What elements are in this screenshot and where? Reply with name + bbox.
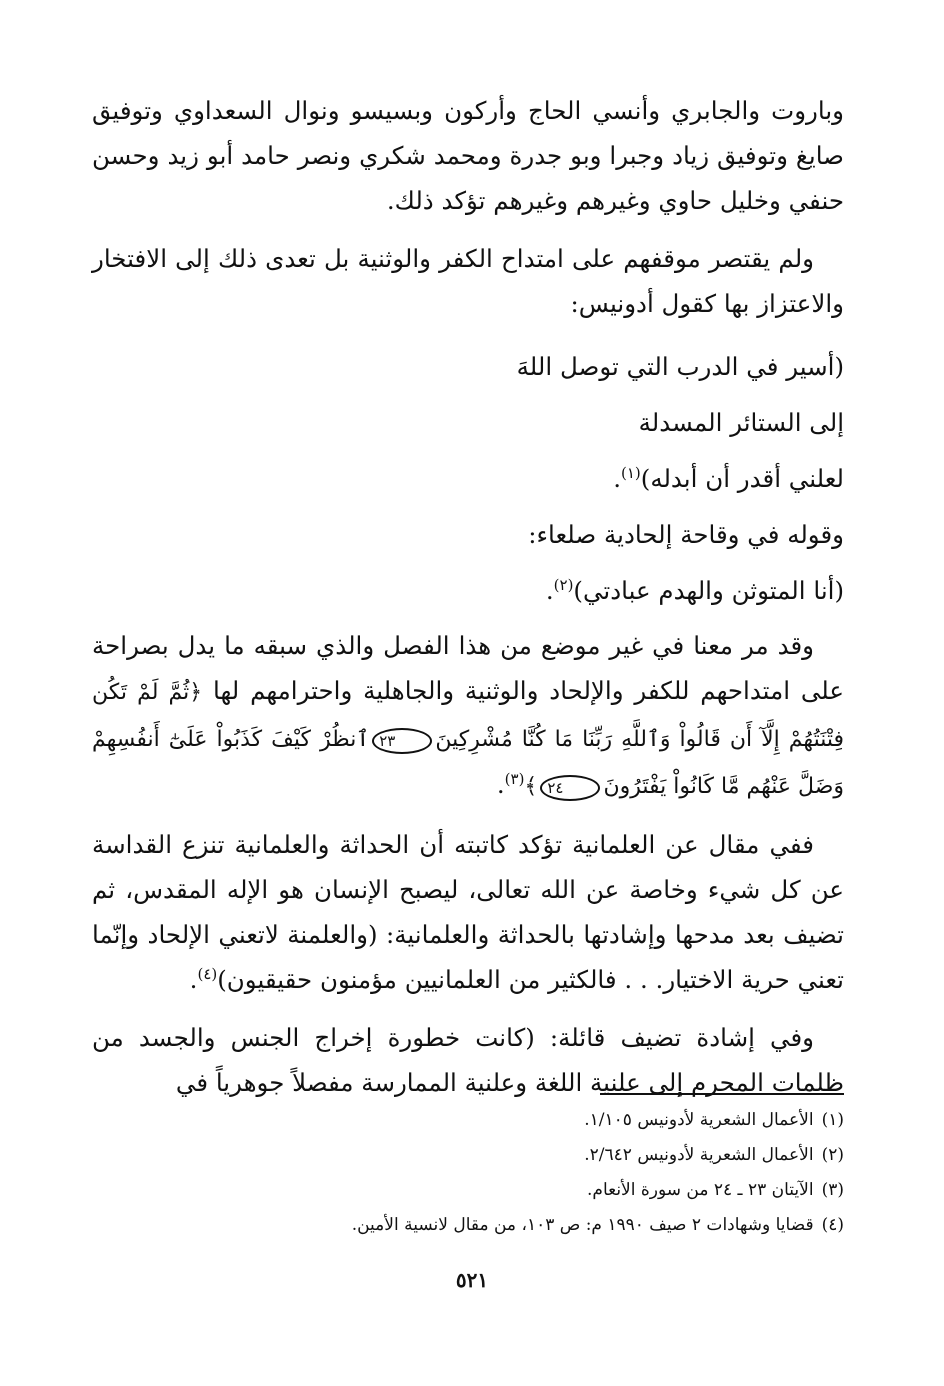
footnote-3 [100, 1173, 844, 1208]
paragraph-4 [92, 822, 844, 1002]
page-body [92, 88, 844, 1118]
footnote-ref-1[interactable]: (١) [620, 463, 641, 482]
poem-intro-line: وقوله في وقاحة إلحادية صلعاء: [528, 520, 844, 549]
paragraph-4-text: ففي مقال عن العلمانية تؤكد كاتبته أن الحداثة والعلمانية تنزع القداسة عن كل شيء وخاصة عن الله تعالى، ليصبح الإنسان هو الإله المقدس، ثم تضيف بعد مدحها وإشادتها بالحداثة والعلمانية: (والعلمنة لاتعني الإلحاد وإنّما تعني حرية الاختيار. . . فالكثير من العلمانيين مؤمنون حقيقيون) [92, 830, 844, 994]
paragraph-4-end: . [189, 965, 198, 994]
paragraph-3 [92, 623, 844, 809]
quran-verse-part-2: ٱنظُرْ كَيْفَ كَذَبُواْ عَلَىٰٓ أَنفُسِهِمْ وَضَلَّ عَنْهُم مَّا كَانُواْ يَفْتَرُونَ [92, 727, 844, 799]
footnote-number: (٢) [821, 1145, 844, 1165]
poem-line-3-end: . [613, 464, 621, 493]
page-number: ٥٢١ [455, 1268, 489, 1292]
paragraph-2: ولم يقتصر موقفهم على امتداح الكفر والوثنية بل تعدى ذلك إلى الافتخار والاعتزاز بها كقول أدونيس: [92, 244, 844, 318]
ayah-number-mark-24: ٢٤ [540, 775, 600, 801]
poem-block-1 [92, 339, 844, 619]
footnote-ref-4[interactable]: (٤) [197, 964, 218, 983]
poem-line-2: إلى الستائر المسدلة [638, 408, 844, 437]
footnote-number: (٣) [821, 1180, 844, 1200]
poem-line-4-text: (أنا المتوثن والهدم عبادتي) [573, 576, 844, 605]
footnote-2 [100, 1138, 844, 1173]
footnote-text: الأعمال الشعرية لأدونيس ١/١٠٥. [584, 1110, 814, 1130]
poem-line-4-end: . [545, 576, 554, 605]
footnote-ref-3[interactable]: (٣) [504, 769, 525, 788]
poem-line-3-text: لعلني أقدر أن أبدله) [640, 464, 844, 493]
footnote-ref-2[interactable]: (٢) [553, 575, 574, 594]
footnote-text: قضايا وشهادات ٢ صيف ١٩٩٠ م: ص ١٠٣، من مقال لانسية الأمين. [351, 1215, 814, 1235]
poem-line-1: (أسير في الدرب التي توصل اللهَ [516, 352, 844, 381]
poem-line-3 [92, 451, 844, 507]
paragraph-1: وباروت والجابري وأنسي الحاج وأركون وبسيسو ونوال السعداوي وتوفيق صايغ وتوفيق زياد وجبرا وبو جدرة ومحمد شكري ونصر حامد أبو زيد وحسن حنفي وخليل حاوي وغيرهم وغيرهم تؤكد ذلك. [92, 96, 844, 215]
paragraph-5: وفي إشادة تضيف قائلة: (كانت خطورة إخراج الجنس والجسد من ظلمات المحرم إلى علنية اللغة وعلنية الممارسة مفصلاً جوهرياً في [92, 1023, 844, 1097]
footnote-text: الآيتان ٢٣ ـ ٢٤ من سورة الأنعام. [587, 1180, 814, 1200]
quran-verse-part-1: ﴿ثُمَّ لَمْ تَكُن فِتْنَتُهُمْ إِلَّآ أَن قَالُواْ وَٱللَّهِ رَبِّنَا مَا كُنَّا مُشْرِكِينَ [92, 680, 844, 752]
paragraph-3-text: وقد مر معنا في غير موضع من هذا الفصل والذي سبقه ما يدل بصراحة على امتداحهم للكفر والإلحاد والوثنية والجاهلية واحترامهم لها [92, 631, 844, 705]
footnote-number: (٤) [821, 1215, 844, 1235]
footnote-4 [100, 1208, 844, 1243]
poem-line-4 [92, 563, 844, 619]
ayah-number-mark-23: ٢٣ [372, 728, 432, 754]
paragraph-3-end: . [496, 770, 505, 799]
footnotes [100, 1103, 844, 1243]
footnote-text: الأعمال الشعرية لأدونيس ٢/٦٤٢. [584, 1145, 814, 1165]
quran-close-bracket: ﴾ [524, 774, 538, 799]
footnote-number: (١) [821, 1110, 844, 1130]
footnote-separator [600, 1093, 844, 1095]
footnote-1 [100, 1103, 844, 1138]
